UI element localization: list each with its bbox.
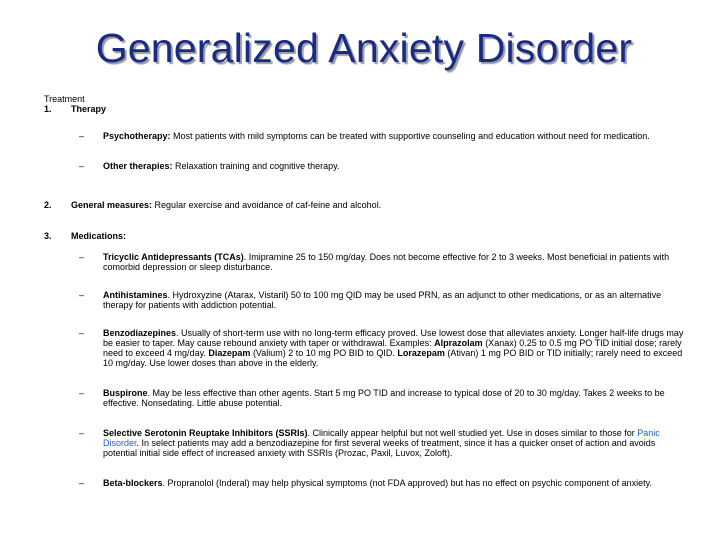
item-text: . May be less effective than other agents. Start 5 mg PO TID and increase to typical dose of 20 to 30 mg/day. Takes 2 weeks to be effective. Nonsedating. Little abuse potential. [103, 388, 665, 408]
panic-disorder-link[interactable]: Panic Disorder [103, 428, 660, 448]
item-text: Most patients with mild symptoms can be treated with supportive counseling and education without need for medication. [170, 131, 650, 141]
item-term: Other therapies: [103, 161, 173, 171]
medications-label: Medications: [71, 231, 127, 241]
item-term: Tricyclic Antidepressants (TCAs) [103, 252, 244, 262]
item-text: . In select patients may add a benzodiazepine for first several weeks of treatment, since it has a quicker onset of action and avoids potential initial side effect of increased anxiety with SSRIs (Prozac, Paxil, Luvox, Zoloft). [103, 438, 656, 458]
dash-bullet: – [79, 478, 85, 488]
list-item-tca [79, 252, 690, 272]
dash-bullet: – [79, 290, 85, 300]
therapy-heading [44, 104, 690, 114]
item-term: Psychotherapy: [103, 131, 171, 141]
drug-lorazepam: Lorazepam [397, 348, 445, 358]
general-measures-text: Regular exercise and avoidance of caf-feine and alcohol. [152, 200, 382, 210]
item-text: . Propranolol (Inderal) may help physical symptoms (not FDA approved) but has no effect on psychic component of anxiety. [162, 478, 652, 488]
item-text: . Imipramine 25 to 150 mg/day. Does not become effective for 2 to 3 weeks. Most beneficial in patients with comorbid depression or sleep disturbance. [103, 252, 670, 272]
item-term: Buspirone [103, 388, 148, 398]
item-term: Selective Serotonin Reuptake Inhibitors (SSRIs) [103, 428, 308, 438]
item-text: (Ativan) 1 mg PO BID or TID initially; rarely need to exceed 10 mg/day. Use lower doses than above in the elderly. [103, 348, 683, 368]
item-text: (Valium) 2 to 10 mg PO BID to QID. [250, 348, 398, 358]
therapy-label: Therapy [71, 104, 107, 114]
general-measures-item [44, 200, 690, 210]
list-item-antihistamines [79, 290, 690, 310]
slide-body [44, 94, 690, 488]
list-item-beta-blockers [79, 478, 690, 488]
drug-alprazolam: Alprazolam [434, 338, 483, 348]
list-item-buspirone [79, 388, 690, 408]
treatment-heading: Treatment [44, 94, 85, 104]
item-text: . Usually of short-term use with no long-term efficacy proved. Use lowest dose that alleviates anxiety. Longer half-life drugs may be easier to taper. May cause rebound anxiety with taper or withdrawal. Examples: [103, 328, 684, 348]
page-title: Generalized Anxiety Disorder [95, 25, 633, 71]
dash-bullet: – [79, 131, 85, 141]
item-text: Relaxation training and cognitive therapy. [172, 161, 340, 171]
item-text: . Hydroxyzine (Atarax, Vistaril) 50 to 100 mg QID may be used PRN, as an adjunct to other medications, or as an alternative therapy for patients with addiction potential. [103, 290, 662, 310]
medications-heading [44, 231, 690, 241]
list-number: 3. [44, 231, 52, 241]
list-number: 1. [44, 104, 52, 114]
list-item-ssri [79, 428, 690, 458]
general-measures-label: General measures: [71, 200, 153, 210]
dash-bullet: – [79, 428, 85, 438]
list-item-other-therapies [79, 161, 690, 171]
item-text: (Xanax) 0.25 to 0.5 mg PO TID initial dose; rarely need to exceed 4 mg/day. [103, 338, 682, 358]
item-term: Antihistamines [103, 290, 168, 300]
dash-bullet: – [79, 252, 85, 262]
dash-bullet: – [79, 161, 85, 171]
item-term: Beta-blockers [103, 478, 163, 488]
list-number: 2. [44, 200, 52, 210]
drug-diazepam: Diazepam [208, 348, 251, 358]
list-item-benzodiazepines [79, 328, 690, 368]
item-term: Benzodiazepines [103, 328, 177, 338]
list-item-psychotherapy [79, 131, 690, 141]
item-text: . Clinically appear helpful but not well studied yet. Use in doses similar to those for [307, 428, 638, 438]
dash-bullet: – [79, 328, 85, 338]
dash-bullet: – [79, 388, 85, 398]
